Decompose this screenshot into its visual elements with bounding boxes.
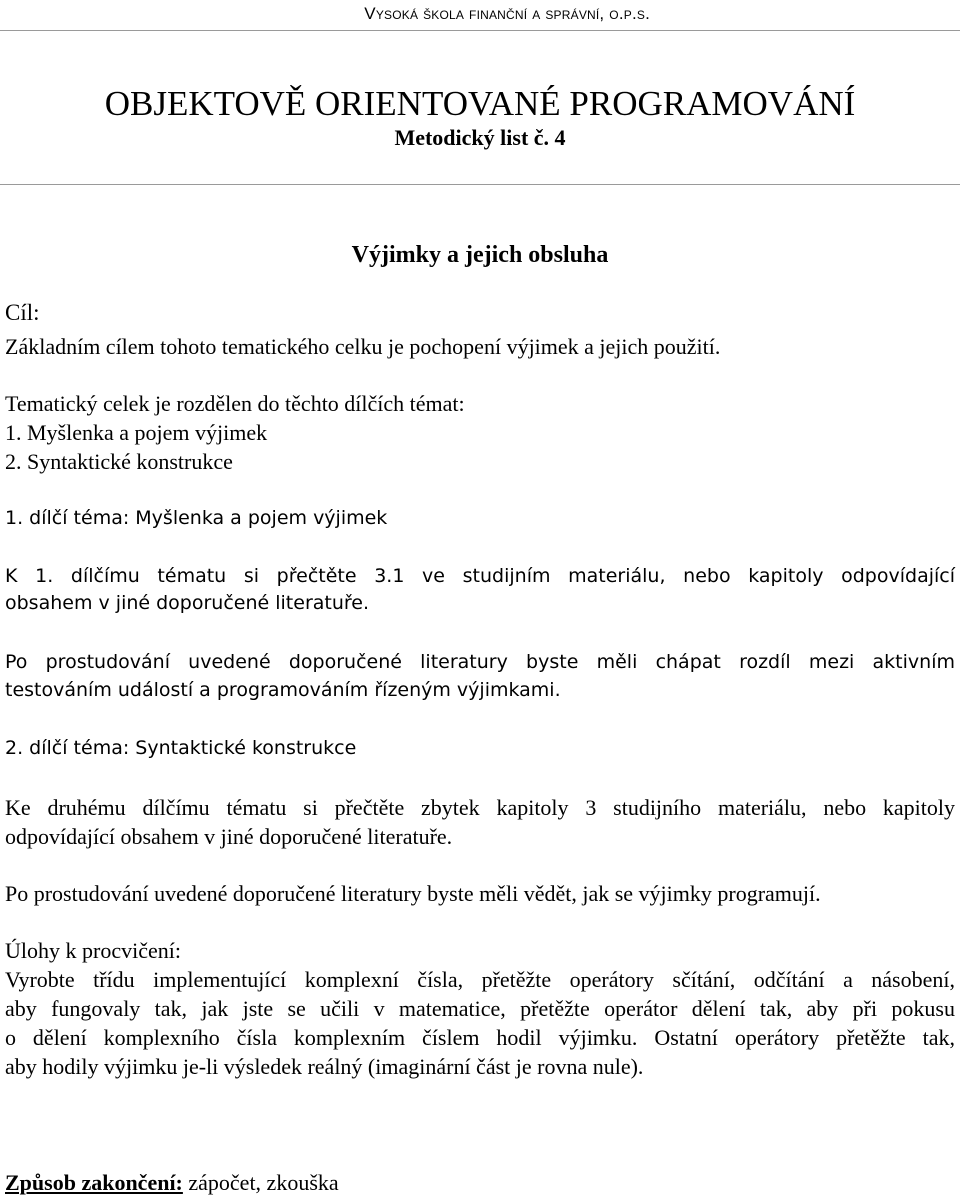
topic1-paragraph2-line: Po prostudování uvedené doporučené literatury byste měli chápat rozdíl mezi aktivním — [5, 651, 955, 673]
document-subtitle: Metodický list č. 4 — [394, 125, 566, 150]
topic1-paragraph1-line: obsahem v jiné doporučené literatuře. — [5, 592, 370, 614]
goal-label: Cíl: — [5, 300, 40, 325]
topic2-paragraph1-line: Ke druhému dílčímu tématu si přečtěte zbytek kapitoly 3 studijního materiálu, nebo kapitoly — [5, 795, 955, 820]
topic1-heading: 1. dílčí téma: Myšlenka a pojem výjimek — [5, 507, 388, 529]
exercises-label: Úlohy k procvičení: — [5, 938, 181, 963]
document-title: OBJEKTOVĚ ORIENTOVANÉ PROGRAMOVÁNÍ — [104, 84, 856, 123]
topic2-paragraph2-line: Po prostudování uvedené doporučené literatury byste měli vědět, jak se výjimky programují. — [5, 881, 821, 906]
topic2-heading: 2. dílčí téma: Syntaktické konstrukce — [5, 737, 357, 759]
exercise-text-line: o dělení komplexního čísla komplexním číslem hodil výjimku. Ostatní operátory přetěžte tak, — [5, 1025, 955, 1050]
section-title: Výjimky a jejich obsluha — [351, 242, 609, 268]
ending-value: zápočet, zkouška — [188, 1170, 339, 1195]
header-school-name: Vysoká škola finanční a správní, o.p.s. — [364, 4, 650, 23]
topics-intro: Tematický celek je rozdělen do těchto dílčích témat: — [5, 391, 465, 416]
topic2-paragraph1-line: odpovídající obsahem v jiné doporučené literatuře. — [5, 824, 453, 849]
title-divider — [0, 184, 960, 185]
topic-list-item: 1. Myšlenka a pojem výjimek — [5, 420, 268, 445]
topic1-paragraph2-line: testováním událostí a programováním řízeným výjimkami. — [5, 679, 561, 701]
header-divider — [0, 30, 960, 31]
exercise-text-line: Vyrobte třídu implementující komplexní čísla, přetěžte operátory sčítání, odčítání a násobení, — [5, 967, 955, 992]
exercise-text-line: aby fungovaly tak, jak jste se učili v matematice, přetěžte operátor dělení tak, aby při pokusu — [5, 996, 955, 1021]
exercise-text-line: aby hodily výjimku je-li výsledek reálný (imaginární část je rovna nule). — [5, 1054, 644, 1079]
topic1-paragraph1-line: K 1. dílčímu tématu si přečtěte 3.1 ve studijním materiálu, nebo kapitoly odpovídající — [5, 565, 955, 587]
ending-row — [5, 1170, 339, 1196]
goal-text: Základním cílem tohoto tematického celku je pochopení výjimek a jejich použití. — [5, 334, 721, 359]
topic-list-item: 2. Syntaktické konstrukce — [5, 449, 233, 474]
ending-label: Způsob zakončení: — [5, 1170, 183, 1195]
